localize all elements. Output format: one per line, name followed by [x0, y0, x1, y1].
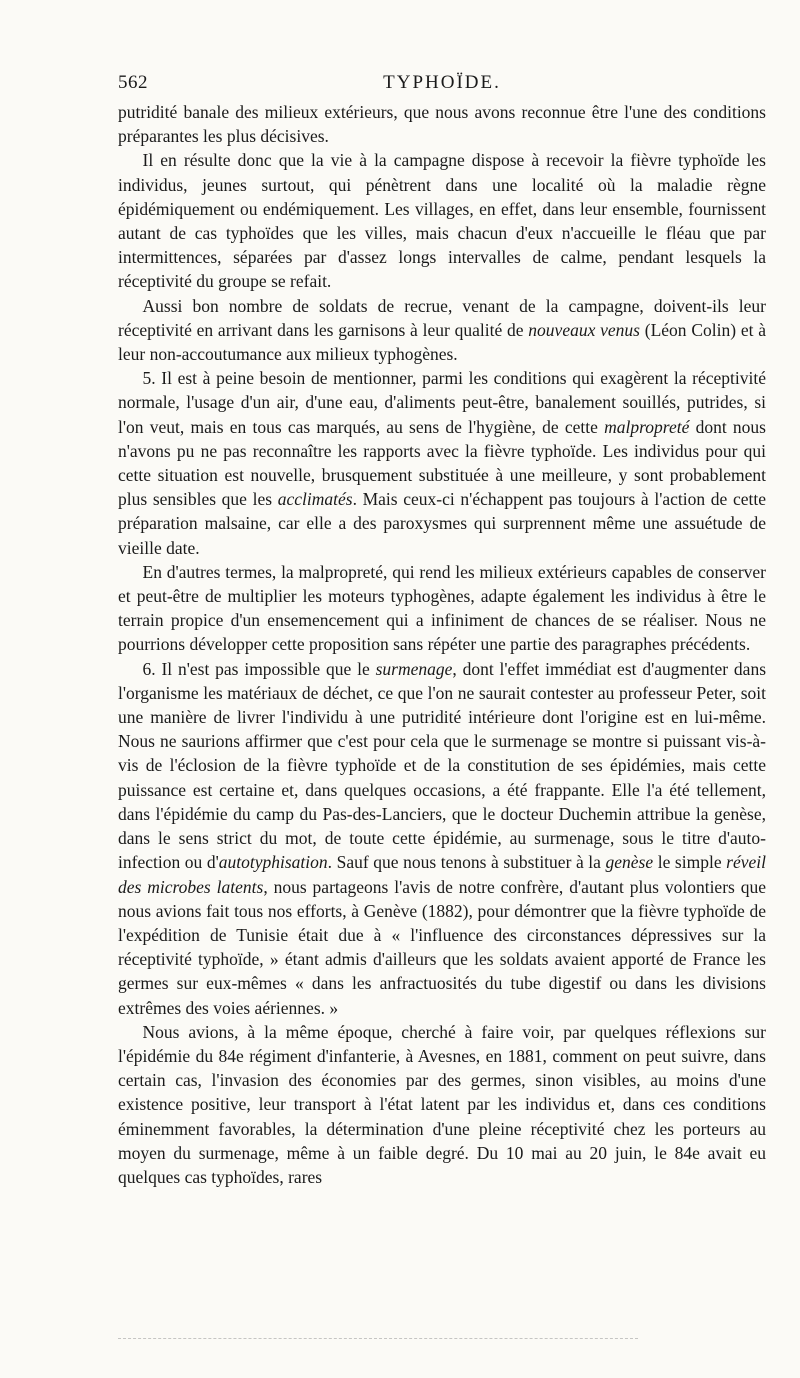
- italic-text: malpropreté: [604, 416, 690, 437]
- text-run: (Léon Colin) et à leur non-accoutumance aux milieux typhogènes.: [118, 319, 767, 365]
- paragraph: [118, 148, 766, 293]
- text-run: , nous partageons l'avis de notre confrère, d'autant plus volontiers que nous avions fait tous nos efforts, à Genève (1882), pour démontrer que la fièvre typhoïde de l'expédition de Tunisie était due à « l'influence des circonstances dépressives sur la réceptivité typhoïde, » étant admis d'ailleurs que les soldats avaient apporté de France les germes sur eux-mêmes « dans les anfractuosités du tube digestif ou dans les divisions extrêmes des voies aériennes. »: [118, 876, 767, 1018]
- italic-text: autotyphisation: [218, 852, 328, 873]
- footer-rule: [118, 1338, 638, 1339]
- text-run: . Sauf que nous tenons à substituer à la: [327, 852, 606, 873]
- text-run: , dont l'effet immédiat est d'augmenter dans l'organisme les matériaux de déchet, ce que l'on ne saurait contester au professeur Peter, soit une manière de livrer l'individu à une putridité intérieure dont l'origine est en lui-même. Nous ne saurions affirmer que c'est pour cela que le surmenage se montre si puissant vis-à-vis de l'éclosion de la fièvre typhoïde et de la constitution de ses épidémies, mais cette puissance est certaine et, dans quelques occasions, a été frappante. Elle l'a été tellement, dans l'épidémie du camp du Pas-des-Lanciers, que le docteur Duchemin attribue la genèse, dans le sens strict du mot, de toute cette épidémie, au surmenage, sous le titre d'auto-infection ou d': [118, 658, 767, 873]
- text-run: dont nous n'avons pu ne pas reconnaître les rapports avec la fièvre typhoïde. Les individus pour qui cette situation est nouvelle, brusquement substituée à une meilleure, y sont probablement plus sensibles que les: [118, 416, 766, 510]
- text-run: Aussi bon nombre de soldats de recrue, venant de la campagne, doivent-ils leur réceptivité en arrivant dans les garnisons à leur qualité de: [118, 295, 766, 340]
- italic-text: surmenage: [375, 658, 453, 679]
- paragraph: [118, 366, 766, 560]
- text-run: le simple: [653, 852, 727, 873]
- italic-text: genèse: [605, 852, 654, 873]
- paragraph: [118, 560, 766, 657]
- paragraph: [118, 657, 766, 1020]
- text-run: 6. Il n'est pas impossible que le: [142, 658, 376, 679]
- text-run: putridité banale des milieux extérieurs, que nous avons reconnue être l'une des conditions préparantes les plus décisives.: [118, 102, 766, 147]
- italic-text: nouveaux venus: [528, 319, 640, 340]
- italic-text: réveil des microbes latents: [118, 852, 767, 897]
- text-run: Il en résulte donc que la vie à la campagne dispose à recevoir la fièvre typhoïde les individus, jeunes surtout, qui pénètrent dans une localité où la maladie règne épidémiquement ou endémiquement. Les villages, en effet, dans leur ensemble, fournissent autant de cas typhoïdes que les villes, mais chacun d'eux n'accueille le fléau que par intermittences, séparées par d'assez longs intervalles de calme, pendant lesquels la réceptivité du groupe se refait.: [118, 150, 766, 292]
- paragraph: [118, 294, 766, 367]
- body-text: [118, 100, 766, 1189]
- paragraph: [118, 1020, 766, 1189]
- text-run: En d'autres termes, la malpropreté, qui rend les milieux extérieurs capables de conserver et peut-être de multiplier les moteurs typhogènes, adapte également les individus à être le terrain propice d'un ensemencement qui a infiniment de chances de se réaliser. Nous ne pourrions développer cette proposition sans répéter une partie des paragraphes précédents.: [118, 561, 766, 655]
- page-number: 562: [118, 72, 148, 93]
- text-run: Nous avions, à la même époque, cherché à faire voir, par quelques réflexions sur l'épidémie du 84e régiment d'infanterie, à Avesnes, en 1881, comment on peut suivre, dans certain cas, l'invasion des économies par des germes, sinon visibles, au moins d'une existence positive, leur transport à l'état latent par les individus et, dans ces conditions éminemment favorables, la détermination d'une pleine réceptivité chez les porteurs au moyen du surmenage, même à un faible degré. Du 10 mai au 20 juin, le 84e avait eu quelques cas typhoïdes, rares: [118, 1021, 766, 1187]
- paragraph: [118, 100, 766, 148]
- italic-text: acclimatés: [277, 489, 353, 510]
- running-title: TYPHOÏDE.: [383, 72, 501, 93]
- page-header: [118, 72, 766, 98]
- text-run: 5. Il est à peine besoin de mentionner, parmi les conditions qui exagèrent la réceptivité normale, l'usage d'un air, d'une eau, d'aliments peut-être, banalement souillés, putrides, si l'on veut, mais en tous cas marqués, au sens de l'hygiène, de cette: [118, 368, 766, 437]
- text-run: . Mais ceux-ci n'échappent pas toujours à l'action de cette préparation malsaine, car elle a des paroxysmes qui surprennent même une assuétude de vieille date.: [118, 489, 766, 558]
